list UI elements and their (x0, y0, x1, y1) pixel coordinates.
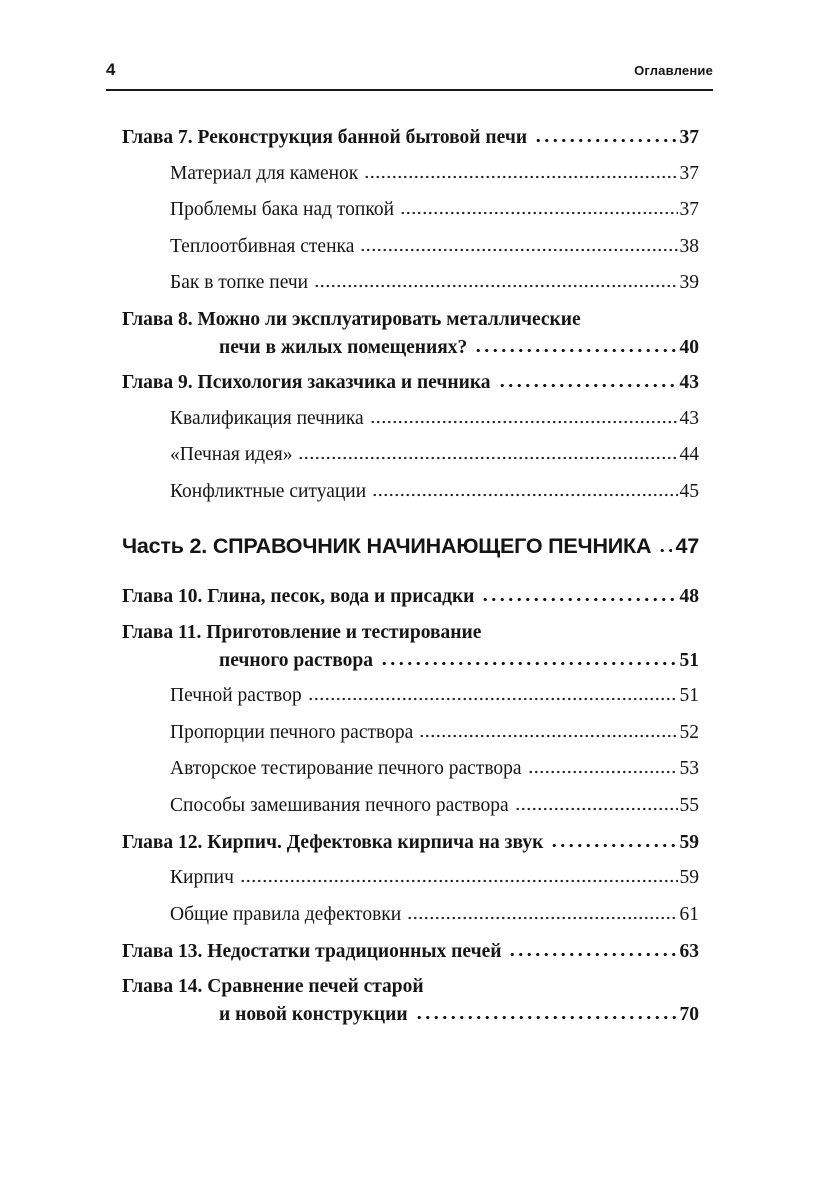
toc-entry-line (170, 272, 699, 295)
toc-entry-title: Глава 11. Приготовление и тестирование (122, 622, 482, 644)
toc-entry-title: Проблемы бака над топкой (170, 199, 395, 221)
toc-page-ref: 70 (679, 1003, 699, 1025)
toc-entry-line (170, 758, 699, 781)
toc-entry-line (122, 337, 699, 360)
toc-entry-line (122, 650, 699, 673)
toc-page-ref: 51 (679, 685, 699, 707)
toc-entry-title: Способы замешивания печного раствора (170, 795, 509, 817)
dot-leader (360, 248, 677, 252)
toc-entry-title: Глава 8. Можно ли эксплуатировать металлические (122, 309, 581, 331)
toc-entry-chapter (106, 127, 699, 150)
toc-entry-line (122, 1004, 699, 1027)
toc-entry-line (170, 199, 699, 222)
toc-page-ref: 48 (679, 586, 699, 608)
toc-entry-sub (106, 795, 699, 818)
toc-entry-title: Печной раствор (170, 685, 302, 707)
toc-entry-line (170, 236, 699, 259)
dot-leader (308, 697, 678, 701)
dot-leader (370, 420, 678, 424)
toc-entry-title: Часть 2. СПРАВОЧНИК НАЧИНАЮЩЕГО ПЕЧНИКА (122, 533, 652, 558)
toc-entry-sub (106, 685, 699, 708)
toc-entry-title: Бак в топке печи (170, 272, 309, 294)
dot-leader (481, 597, 676, 602)
toc-entry-line (170, 722, 699, 745)
toc-entry-sub (106, 904, 699, 927)
toc-entry-part (106, 534, 699, 559)
toc-page-ref: 43 (679, 407, 699, 429)
dot-leader (407, 916, 677, 920)
toc-entry-line (170, 904, 699, 927)
toc-entry-sub (106, 481, 699, 504)
toc-entry-chapter (106, 372, 699, 395)
toc-page-ref: 39 (679, 272, 699, 294)
toc-page-ref: 61 (679, 903, 699, 925)
toc-page-ref: 38 (679, 235, 699, 257)
toc-entry-line (122, 832, 699, 855)
page-header (106, 60, 713, 91)
toc-entry-title: Теплоотбивная стенка (170, 235, 355, 257)
toc-page-ref: 59 (679, 831, 699, 853)
toc-page-ref: 45 (679, 481, 699, 503)
dot-leader (508, 952, 676, 957)
toc-entry-chapter (106, 622, 699, 672)
dot-leader (415, 1015, 677, 1020)
toc-entry-sub (106, 236, 699, 259)
toc-entry-title: Глава 14. Сравнение печей старой (122, 976, 424, 998)
dot-leader (372, 493, 677, 497)
page-number: 4 (106, 60, 116, 79)
dot-leader (364, 175, 677, 179)
toc-entry-line (122, 534, 699, 559)
toc-entry-chapter (106, 976, 699, 1026)
toc-entry-line (170, 408, 699, 431)
dot-leader (534, 138, 676, 143)
toc-entry-line (122, 372, 699, 395)
dot-leader (658, 548, 672, 553)
toc-page-ref: 63 (679, 940, 699, 962)
toc-entry-sub (106, 272, 699, 295)
toc-page-ref: 37 (679, 127, 699, 148)
toc-entry-line (170, 163, 699, 186)
toc-page-ref: 43 (679, 372, 699, 394)
toc-entry-title: Общие правила дефектовки (170, 903, 402, 925)
toc-entry-title: Глава 12. Кирпич. Дефектовка кирпича на звук (122, 831, 544, 853)
dot-leader (240, 879, 678, 883)
toc-page-ref: 51 (679, 649, 699, 671)
toc-entry-line (122, 309, 699, 332)
toc-entry-title: Материал для каменок (170, 162, 359, 184)
toc-entry-title: печного раствора (219, 649, 373, 671)
toc-entry-line (122, 586, 699, 609)
toc-entry-title: Кирпич (170, 867, 234, 889)
toc-entry-line (170, 444, 699, 467)
dot-leader (515, 807, 678, 811)
toc-entry-sub (106, 199, 699, 222)
toc-entry-sub (106, 163, 699, 186)
toc-page-ref: 37 (679, 199, 699, 221)
toc-entry-title: Глава 10. Глина, песок, вода и присадки (122, 586, 475, 608)
toc-entry-title: Пропорции печного раствора (170, 721, 414, 743)
toc-entry-title: Глава 7. Реконструкция банной бытовой печи (122, 127, 528, 148)
dot-leader (528, 770, 678, 774)
toc-entry-title: Глава 13. Недостатки традиционных печей (122, 940, 502, 962)
toc-entry-chapter (106, 309, 699, 359)
dot-leader (498, 383, 677, 388)
toc-entry-line (122, 941, 699, 964)
toc-entry-sub (106, 408, 699, 431)
dot-leader (550, 843, 676, 848)
toc-page-ref: 47 (675, 533, 699, 558)
dot-leader (474, 348, 676, 353)
dot-leader (419, 734, 677, 738)
toc-page-ref: 44 (679, 444, 699, 466)
toc-page-ref: 55 (679, 795, 699, 817)
running-head-title: Оглавление (634, 63, 713, 78)
toc-page-ref: 37 (679, 162, 699, 184)
toc-page-ref: 40 (679, 336, 699, 358)
toc-entry-title: печи в жилых помещениях? (219, 336, 468, 358)
toc-entry-sub (106, 867, 699, 890)
toc-entry-chapter (106, 941, 699, 964)
dot-leader (298, 456, 677, 460)
toc-page-ref: 59 (679, 867, 699, 889)
toc-entry-title: Авторское тестирование печного раствора (170, 758, 522, 780)
toc-entry-title: и новой конструкции (219, 1003, 408, 1025)
toc-entry-line (122, 622, 699, 645)
toc-entry-chapter (106, 586, 699, 609)
toc-entry-title: Глава 9. Психология заказчика и печника (122, 372, 491, 394)
toc-entry-line (170, 685, 699, 708)
toc-list (106, 127, 713, 1026)
toc-entry-sub (106, 758, 699, 781)
toc-entry-sub (106, 444, 699, 467)
toc-entry-line (170, 481, 699, 504)
toc-page-ref: 53 (679, 758, 699, 780)
toc-page-ref: 52 (679, 721, 699, 743)
toc-entry-line (170, 867, 699, 890)
dot-leader (380, 661, 677, 666)
toc-entry-chapter (106, 832, 699, 855)
toc-entry-title: «Печная идея» (170, 444, 293, 466)
toc-entry-line (122, 976, 699, 999)
dot-leader (400, 211, 677, 215)
dot-leader (314, 284, 677, 288)
toc-entry-title: Квалификация печника (170, 407, 364, 429)
toc-entry-title: Конфликтные ситуации (170, 481, 367, 503)
toc-entry-sub (106, 722, 699, 745)
toc-entry-line (170, 795, 699, 818)
toc-entry-line (122, 127, 699, 150)
